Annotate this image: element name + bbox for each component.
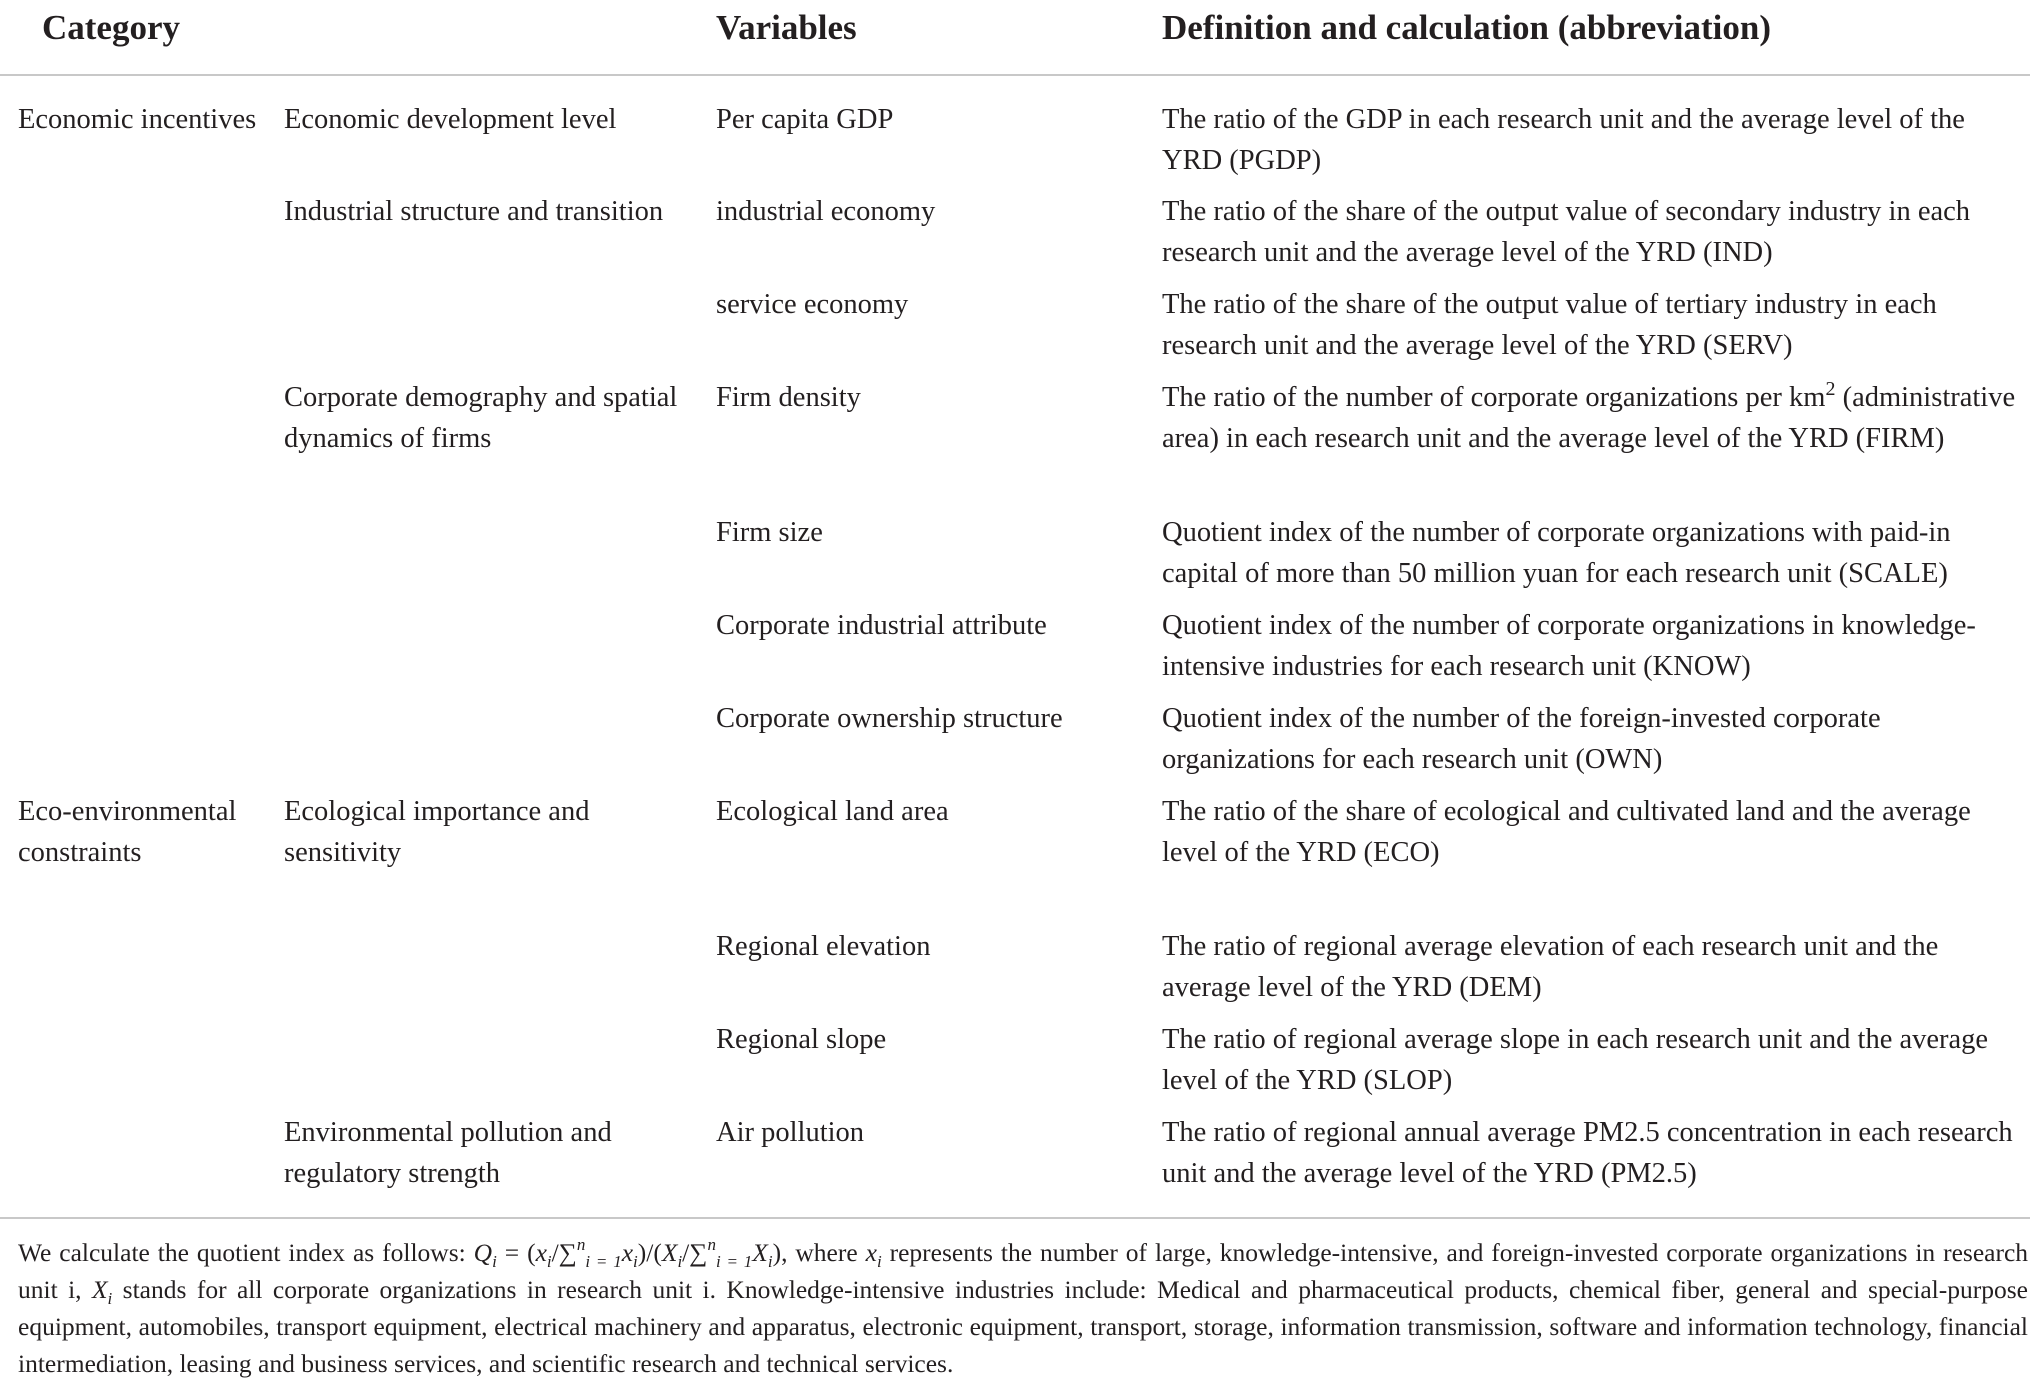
row-subcategory: Environmental pollution and regulatory strength [284, 1117, 612, 1189]
row-variable: Per capita GDP [716, 104, 894, 135]
row-category: Economic incentives [18, 104, 257, 135]
table-row [0, 605, 2030, 698]
table-footnote [18, 1234, 2028, 1382]
row-category [0, 377, 284, 512]
row-definition: The ratio of the share of ecological and cultivated land and the average level of the YRD (ECO) [1162, 796, 1971, 868]
row-subcategory [284, 605, 716, 698]
header-definition: Definition and calculation (abbreviation) [1162, 0, 2030, 75]
table-row [0, 512, 2030, 605]
table-bottom-rule [0, 1217, 2030, 1219]
row-category [0, 284, 284, 377]
row-subcategory [284, 698, 716, 791]
row-variable: Corporate industrial attribute [716, 610, 1047, 641]
row-variable: Firm density [716, 382, 861, 413]
table-row [0, 698, 2030, 791]
table-row [0, 75, 2030, 191]
row-definition: The ratio of the share of the output value of tertiary industry in each research unit and the average level of the YRD (SERV) [1162, 289, 1937, 361]
table-row [0, 1019, 2030, 1112]
table-row [0, 377, 2030, 512]
footnote-lead: We calculate the quotient index as follows: [18, 1238, 474, 1267]
row-category [0, 1112, 284, 1212]
row-definition: The ratio of regional average slope in each research unit and the average level of the YRD (SLOP) [1162, 1024, 1989, 1096]
row-variable: Firm size [716, 517, 823, 548]
superscript: 2 [1825, 378, 1836, 400]
xi-symbol: $x_i$ [865, 1238, 882, 1272]
row-variable: service economy [716, 289, 909, 320]
row-subcategory [284, 926, 716, 1019]
definition-text: The ratio of the number of corporate organizations per km [1162, 382, 1826, 413]
row-definition: Quotient index of the number of the foreign-invested corporate organizations for each research unit (OWN) [1162, 703, 1881, 775]
row-definition: Quotient index of the number of corporate organizations with paid-in capital of more than 50 million yuan for each research unit (SCALE) [1162, 517, 1951, 589]
row-variable: Regional elevation [716, 931, 931, 962]
definition-text: (administrative area) in each research unit and the average level of the YRD (FIRM) [1162, 382, 2016, 454]
table-header-row [0, 0, 2030, 75]
row-subcategory: Economic development level [284, 104, 617, 135]
quotient-formula: $Q_i = (x_i/\sum^n_{i = 1}x_i)/(X_i/\sum^n_{i = 1}X_i)$ [473, 1235, 782, 1272]
row-category [0, 605, 284, 698]
row-subcategory [284, 284, 716, 377]
row-category [0, 191, 284, 284]
header-category: Category [0, 0, 284, 75]
row-category: Eco-environmental constraints [18, 796, 237, 868]
footnote-text: represents the number of large, knowledge-intensive, and foreign-invested corporate organizations in research unit i, [18, 1238, 2029, 1304]
row-variable: Corporate ownership structure [716, 703, 1063, 734]
row-subcategory [284, 1019, 716, 1112]
table-row [0, 791, 2030, 926]
row-definition [1162, 377, 2030, 512]
row-category [0, 1019, 284, 1112]
footnote-text: stands for all corporate organizations in research unit i. Knowledge-intensive industries include: Medical and pharmaceutical products, chemical fiber, general and special-purpose equipment, automobiles, transport equipment, electrical machinery and apparatus, electronic equipment, transport, storage, information transmission, software and information technology, financial intermediation, leasing and business services, and scientific research and technical services. [18, 1275, 2028, 1378]
row-subcategory: Ecological importance and sensitivity [284, 796, 590, 868]
table-row [0, 284, 2030, 377]
row-variable: industrial economy [716, 196, 936, 227]
row-subcategory: Corporate demography and spatial dynamics of firms [284, 382, 678, 454]
row-definition: The ratio of regional average elevation of each research unit and the average level of the YRD (DEM) [1162, 931, 1939, 1003]
header-subcategory [284, 0, 716, 75]
table-row [0, 1112, 2030, 1212]
row-subcategory [284, 512, 716, 605]
Xi-symbol: $X_i$ [91, 1275, 113, 1309]
table-row [0, 191, 2030, 284]
row-variable: Regional slope [716, 1024, 887, 1055]
row-definition: The ratio of regional annual average PM2.5 concentration in each research unit and the average level of the YRD (PM2.5) [1162, 1117, 2013, 1189]
row-category [0, 512, 284, 605]
row-definition: The ratio of the GDP in each research unit and the average level of the YRD (PGDP) [1162, 104, 1965, 176]
header-variables: Variables [716, 0, 1162, 75]
row-variable: Ecological land area [716, 796, 949, 827]
row-category [0, 926, 284, 1019]
row-variable: Air pollution [716, 1117, 865, 1148]
table-row [0, 926, 2030, 1019]
footnote-text: , where [781, 1238, 866, 1267]
row-definition: The ratio of the share of the output value of secondary industry in each research unit and the average level of the YRD (IND) [1162, 196, 1971, 268]
row-subcategory: Industrial structure and transition [284, 196, 664, 227]
row-definition: Quotient index of the number of corporate organizations in knowledge-intensive industries for each research unit (KNOW) [1162, 610, 1976, 682]
row-category [0, 698, 284, 791]
